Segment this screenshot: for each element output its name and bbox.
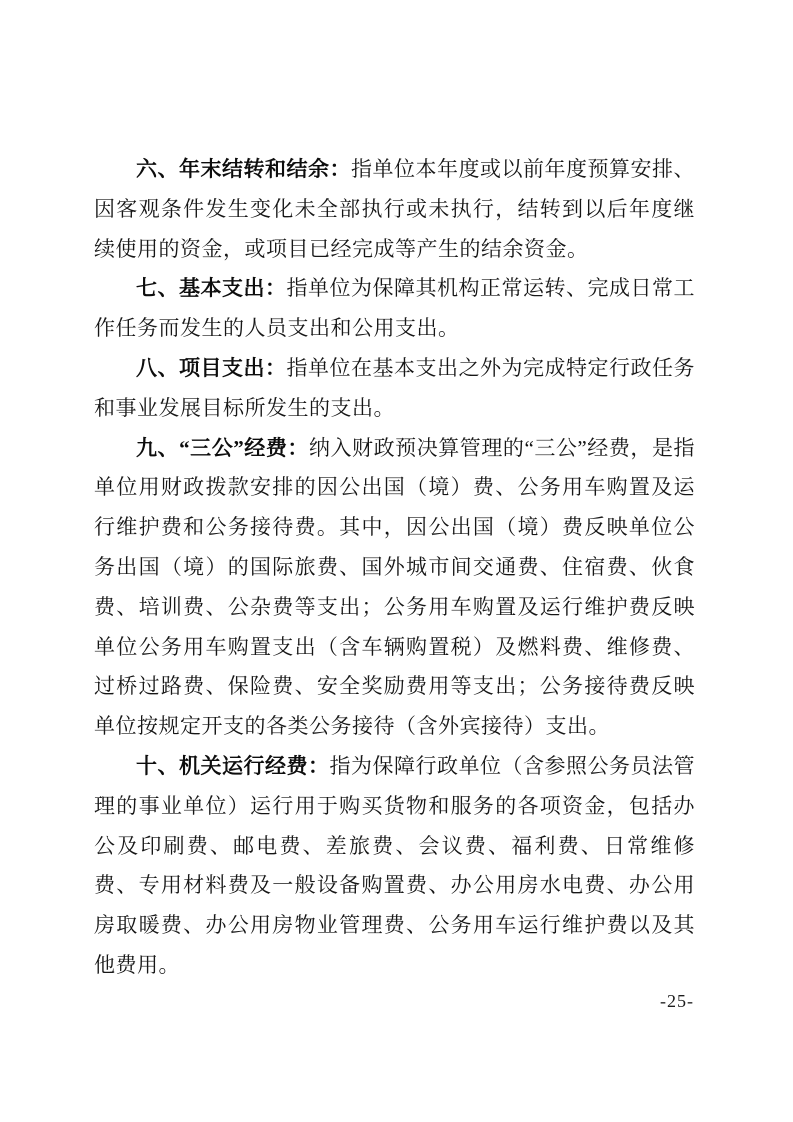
term-definition-9: 纳入财政预决算管理的“三公”经费，是指单位用财政拨款安排的因公出国（境）费、公务用车购置及运行维护费和公务接待费。其中，因公出国（境）费反映单位公务出国（境）的国际旅费、国外城市间交通费、住宿费、伙食费、培训费、公杂费等支出；公务用车购置及运行维护费反映单位公务用车购置支出（含车辆购置税）及燃料费、维修费、过桥过路费、保险费、安全奖励费用等支出；公务接待费反映单位按规定开支的各类公务接待（含外宾接待）支出。 xyxy=(94,435,695,739)
page-number: -25- xyxy=(660,991,694,1011)
paragraph-term-6 xyxy=(94,150,695,269)
paragraph-term-7 xyxy=(94,269,695,349)
term-definition-10: 指为保障行政单位（含参照公务员法管理的事业单位）运行用于购买货物和服务的各项资金，包括办公及印刷费、邮电费、差旅费、会议费、福利费、日常维修费、专用材料费及一般设备购置费、办公用房水电费、办公用房取暖费、办公用房物业管理费、公务用车运行维护费以及其他费用。 xyxy=(94,753,695,977)
paragraph-term-9 xyxy=(94,429,695,747)
term-title-9: 九、“三公”经费： xyxy=(136,435,309,460)
paragraph-term-8 xyxy=(94,349,695,429)
term-title-8: 八、项目支出： xyxy=(136,355,287,380)
term-title-7: 七、基本支出： xyxy=(136,276,287,301)
term-definition-6: 指单位本年度或以前年度预算安排、因客观条件发生变化未全部执行或未执行，结转到以后年度继续使用的资金，或项目已经完成等产生的结余资金。 xyxy=(94,157,695,261)
term-title-10: 十、机关运行经费： xyxy=(136,753,330,778)
paragraph-term-10 xyxy=(94,747,695,986)
term-definition-7: 指单位为保障其机构正常运转、完成日常工作任务而发生的人员支出和公用支出。 xyxy=(94,276,695,341)
term-definition-8: 指单位在基本支出之外为完成特定行政任务和事业发展目标所发生的支出。 xyxy=(94,355,695,420)
document-body xyxy=(94,150,695,986)
term-title-6: 六、年末结转和结余： xyxy=(136,157,351,181)
